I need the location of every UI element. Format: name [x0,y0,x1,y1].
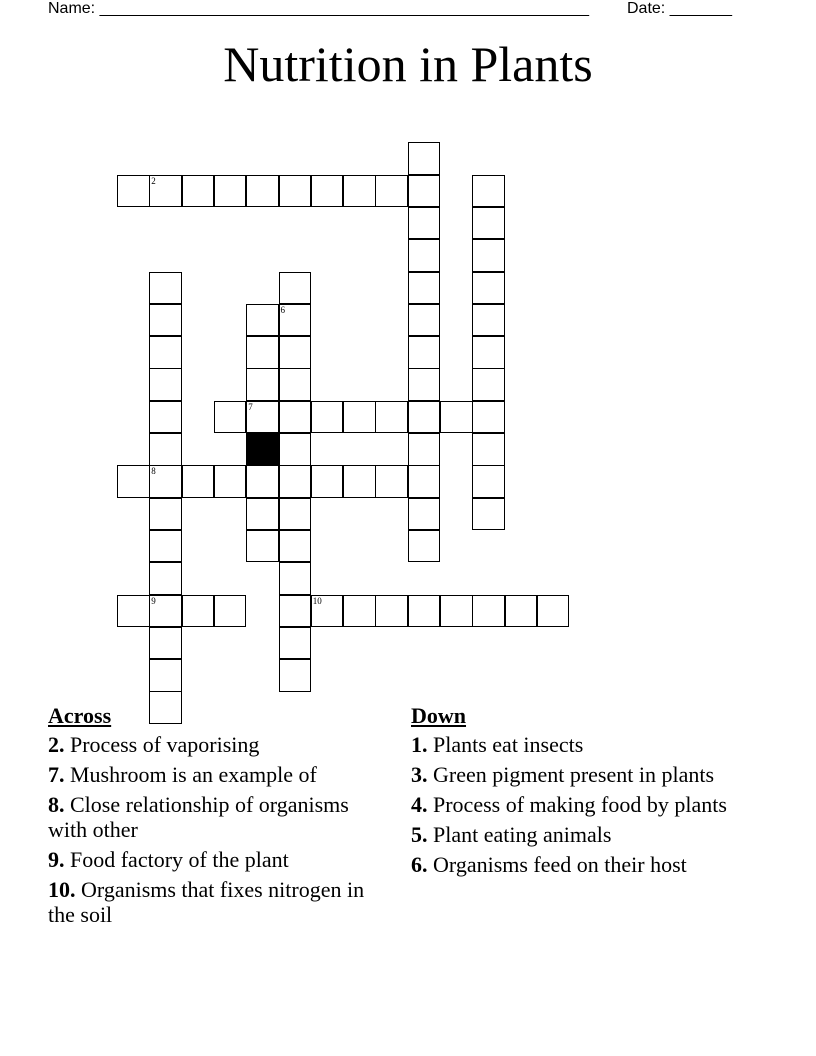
black-cell [246,433,279,466]
page-title: Nutrition in Plants [223,36,593,92]
grid-cell[interactable] [149,465,182,498]
grid-cell[interactable] [246,304,279,337]
clue-item [48,877,378,927]
clue-item-number: 3. [411,762,428,787]
across-heading: Across [48,703,112,728]
clue-item-text: Close relationship of organisms with other [48,792,349,842]
grid-cell[interactable] [408,401,441,434]
grid-cell[interactable] [214,595,247,628]
grid-cell[interactable] [149,530,182,563]
grid-cell[interactable] [279,465,312,498]
down-clues [411,703,751,882]
clue-item [411,852,751,877]
clue-item-number: 7. [48,762,65,787]
grid-cell[interactable] [440,401,473,434]
clue-item-number: 1. [411,732,428,757]
grid-cell[interactable] [149,401,182,434]
grid-cell[interactable] [182,465,215,498]
down-heading: Down [411,703,467,728]
grid-cell[interactable] [149,627,182,660]
grid-cell[interactable] [279,433,312,466]
grid-cell[interactable] [343,465,376,498]
grid-cell[interactable] [149,433,182,466]
grid-cell[interactable] [246,401,279,434]
grid-cell[interactable] [408,272,441,305]
grid-cell[interactable] [246,336,279,369]
grid-cell[interactable] [375,595,408,628]
grid-cell[interactable] [279,530,312,563]
grid-cell[interactable] [375,401,408,434]
grid-cell[interactable] [408,175,441,208]
clue-item-number: 9. [48,847,65,872]
clue-item [48,847,378,872]
grid-cell[interactable] [408,368,441,401]
grid-cell[interactable] [311,595,344,628]
grid-cell[interactable] [408,498,441,531]
grid-cell[interactable] [472,175,505,208]
clue-item [411,792,751,817]
grid-cell[interactable] [149,336,182,369]
grid-cell[interactable] [472,498,505,531]
clue-item-text: Process of vaporising [64,732,260,757]
across-clues [48,703,378,932]
clue-item [48,792,378,842]
grid-cell[interactable] [279,562,312,595]
grid-cell[interactable] [279,368,312,401]
clue-item-number: 10. [48,877,76,902]
grid-cell[interactable] [214,175,247,208]
name-field-label: Name: _______________________________________________________ [48,0,589,17]
grid-cell[interactable] [149,272,182,305]
grid-cell[interactable] [343,595,376,628]
grid-cell[interactable] [408,465,441,498]
grid-cell[interactable] [279,272,312,305]
clue-number: 6 [280,304,285,315]
grid-cell[interactable] [472,272,505,305]
grid-cell[interactable] [214,401,247,434]
clue-item-text: Organisms that fixes nitrogen in the soil [48,877,365,927]
grid-cell[interactable] [472,336,505,369]
grid-cell[interactable] [246,498,279,531]
clue-item-text: Plants eat insects [427,732,584,757]
grid-cell[interactable] [149,304,182,337]
grid-cell[interactable] [408,207,441,240]
grid-cell[interactable] [408,530,441,563]
grid-cell[interactable] [343,401,376,434]
clue-number: 10 [312,595,322,606]
clue-item [411,762,751,787]
grid-cell[interactable] [375,465,408,498]
clue-item [48,762,378,787]
grid-cell[interactable] [311,401,344,434]
grid-cell[interactable] [537,595,570,628]
grid-cell[interactable] [472,368,505,401]
grid-cell[interactable] [279,595,312,628]
clue-item [411,732,751,757]
grid-cell[interactable] [117,175,150,208]
clue-item-text: Plant eating animals [427,822,612,847]
grid-cell[interactable] [279,175,312,208]
grid-cell[interactable] [408,336,441,369]
grid-cell[interactable] [408,239,441,272]
grid-cell[interactable] [408,142,441,175]
grid-cell[interactable] [472,304,505,337]
grid-cell[interactable] [472,207,505,240]
grid-cell[interactable] [182,595,215,628]
grid-cell[interactable] [149,562,182,595]
clue-number: 7 [248,401,253,412]
grid-cell[interactable] [343,175,376,208]
grid-cell[interactable] [472,465,505,498]
grid-cell[interactable] [408,595,441,628]
grid-cell[interactable] [149,659,182,692]
across-clue-list [48,732,378,927]
date-field-label: Date: _______ [627,0,732,17]
clue-item-text: Food factory of the plant [64,847,289,872]
grid-cell[interactable] [246,368,279,401]
grid-cell[interactable] [375,175,408,208]
clue-item-number: 2. [48,732,65,757]
clue-item [411,822,751,847]
grid-cell[interactable] [246,530,279,563]
clue-item [48,732,378,757]
grid-cell[interactable] [279,498,312,531]
grid-cell[interactable] [149,175,182,208]
grid-cell[interactable] [246,175,279,208]
clue-number: 8 [151,466,156,477]
grid-cell[interactable] [214,465,247,498]
clue-item-text: Mushroom is an example of [64,762,317,787]
clue-item-text: Green pigment present in plants [427,762,715,787]
grid-cell[interactable] [117,465,150,498]
grid-cell[interactable] [279,401,312,434]
grid-cell[interactable] [472,433,505,466]
clue-item-number: 8. [48,792,65,817]
clue-number: 2 [151,175,156,186]
clue-item-text: Organisms feed on their host [427,852,687,877]
clue-item-number: 4. [411,792,428,817]
grid-cell[interactable] [117,595,150,628]
grid-cell[interactable] [149,498,182,531]
grid-cell[interactable] [505,595,538,628]
clue-item-text: Process of making food by plants [427,792,727,817]
grid-cell[interactable] [149,368,182,401]
clue-number: 9 [151,595,156,606]
grid-cell[interactable] [149,595,182,628]
clue-item-number: 6. [411,852,428,877]
grid-cell[interactable] [311,465,344,498]
grid-cell[interactable] [246,465,279,498]
grid-cell[interactable] [472,239,505,272]
grid-cell[interactable] [182,175,215,208]
grid-cell[interactable] [311,175,344,208]
grid-cell[interactable] [279,659,312,692]
down-clue-list [411,732,751,877]
grid-cell[interactable] [472,595,505,628]
clue-item-number: 5. [411,822,428,847]
grid-cell[interactable] [440,595,473,628]
grid-cell[interactable] [279,336,312,369]
grid-cell[interactable] [279,304,312,337]
grid-cell[interactable] [279,627,312,660]
grid-cell[interactable] [472,401,505,434]
grid-cell[interactable] [408,304,441,337]
grid-cell[interactable] [408,433,441,466]
